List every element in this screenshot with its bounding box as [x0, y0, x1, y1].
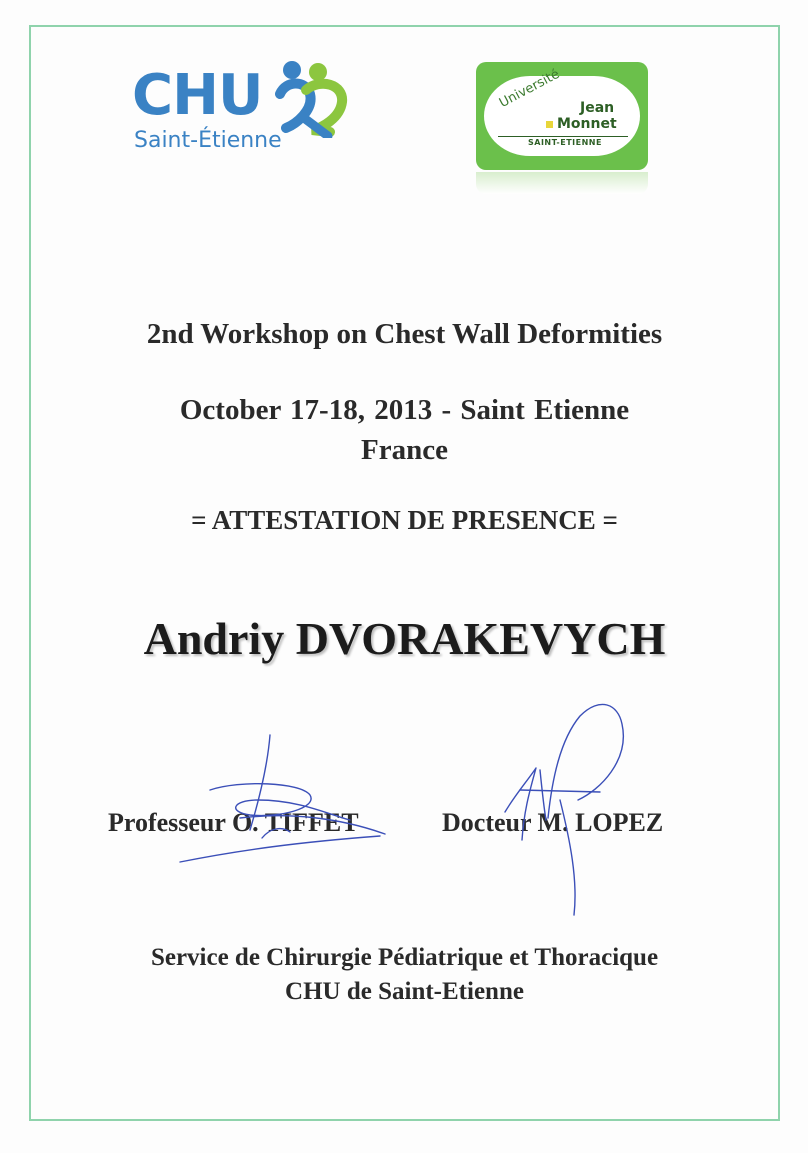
institution-name: CHU de Saint-Etienne	[285, 978, 524, 1005]
ujm-logo-inner	[484, 66, 640, 156]
ujm-saint-etienne-text: SAINT-ETIENNE	[528, 138, 602, 147]
chu-logo	[128, 58, 358, 168]
ujm-universite-text: Université	[496, 66, 563, 111]
ujm-monnet-line	[546, 116, 617, 132]
recipient-name: Andriy DVORAKEVYCH	[143, 613, 666, 664]
service-name: Service de Chirurgie Pédiatrique et Thoracique	[150, 944, 659, 971]
workshop-title: 2nd Workshop on Chest Wall Deformities	[146, 318, 663, 350]
ujm-divider	[498, 136, 628, 137]
chu-logo-subtitle: Saint-Étienne	[134, 128, 282, 153]
ujm-logo	[476, 62, 648, 170]
chu-figures-icon	[266, 58, 356, 138]
ujm-monnet-text: Monnet	[557, 116, 617, 132]
signatory-right: Docteur M. LOPEZ	[442, 808, 664, 837]
ujm-logo-reflection	[476, 172, 648, 194]
chu-logo-text: CHU	[132, 63, 263, 128]
attestation-heading: = ATTESTATION DE PRESENCE =	[191, 505, 618, 535]
ujm-jean-text: Jean	[580, 100, 615, 116]
event-country: France	[361, 434, 448, 466]
signatory-left: Professeur O. TIFFET	[108, 808, 359, 837]
event-dates: October 17-18, 2013 - Saint Etienne	[179, 394, 630, 426]
yellow-square-icon	[546, 121, 553, 128]
